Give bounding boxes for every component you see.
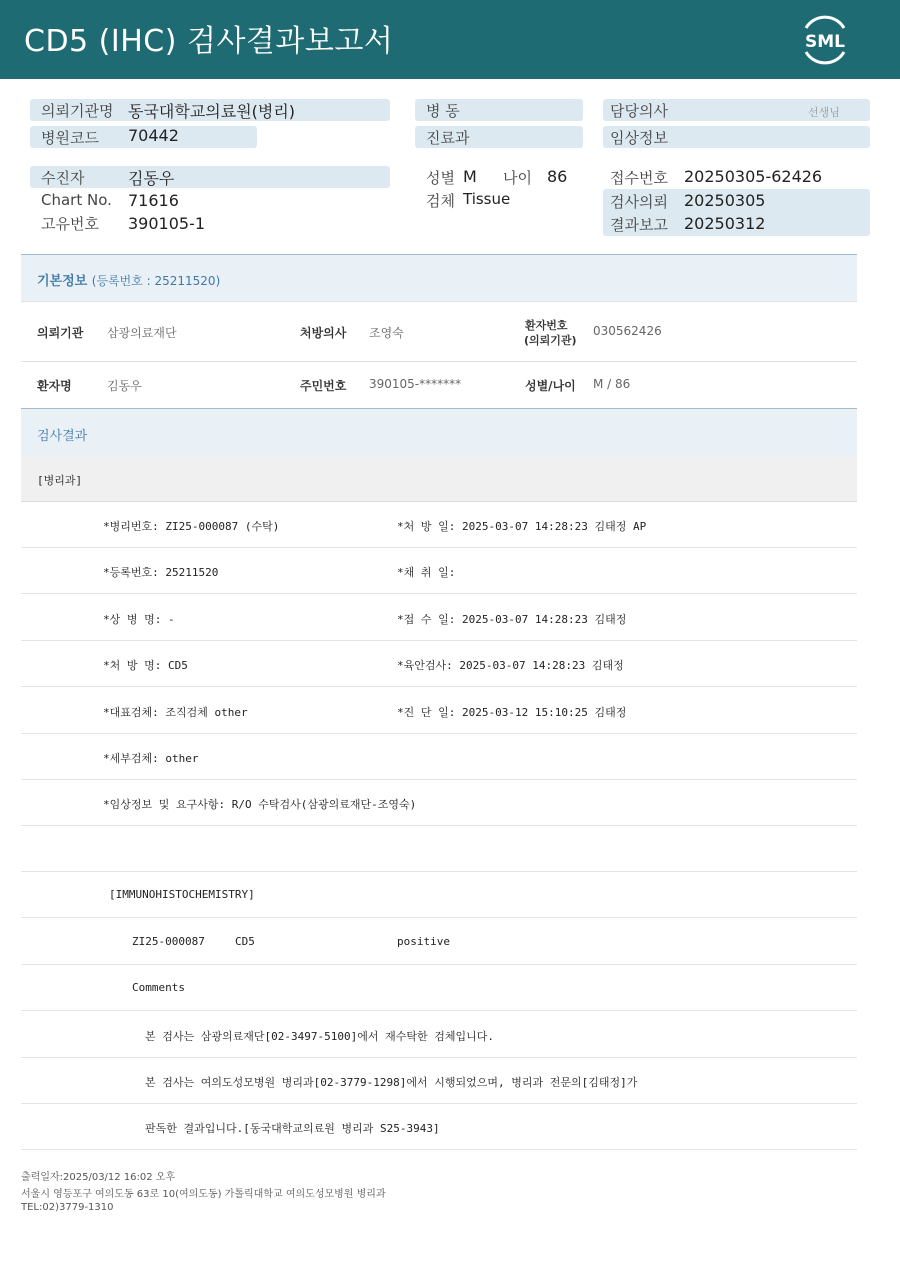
result-right: *육안검사: 2025-03-07 14:28:23 김태정	[397, 659, 624, 672]
ihc-id: ZI25-000087	[132, 935, 205, 948]
result-left: *세부검체: other	[103, 752, 199, 765]
result-row	[21, 780, 857, 826]
institution-label: 의뢰기관명	[41, 102, 114, 120]
basic-info-title: 기본정보 (등록번호 : 25211520)	[37, 274, 221, 289]
receipt-label: 접수번호	[610, 169, 668, 187]
ihc-header: [IMMUNOHISTOCHEMISTRY]	[109, 888, 255, 901]
result-right: *채 취 일:	[397, 566, 456, 579]
results-header	[21, 408, 857, 456]
patient-label: 수진자	[41, 169, 85, 187]
result-row	[21, 502, 857, 548]
result-left: *병리번호: ZI25-000087 (수탁)	[103, 520, 280, 533]
patient-name-value: 김동우	[107, 379, 142, 393]
ihc-result: positive	[397, 935, 450, 948]
report-label: 결과보고	[610, 216, 668, 234]
department-name: [병리과]	[37, 474, 83, 487]
basic-info-header	[21, 254, 857, 302]
chart-value: 71616	[128, 191, 179, 210]
clinical-label: 임상정보	[610, 129, 668, 147]
report-title: CD5 (IHC) 검사결과보고서	[24, 24, 394, 59]
basic-info-row	[21, 302, 857, 362]
doctor-label: 담당의사	[610, 102, 668, 120]
comment-row	[21, 1058, 857, 1104]
patient-number-label: 환자번호	[525, 319, 568, 332]
patient-name-label: 환자명	[37, 379, 72, 393]
report-header	[0, 0, 900, 79]
sex-value: M	[463, 167, 477, 186]
patient-value: 김동우	[128, 169, 175, 188]
result-left: *상 병 명: -	[103, 613, 175, 626]
ihc-result-row	[21, 919, 857, 965]
ward-label: 병 동	[426, 102, 460, 120]
resident-number-value: 390105-*******	[369, 377, 462, 391]
request-label: 검사의뢰	[610, 193, 668, 211]
chart-label: Chart No.	[41, 191, 112, 209]
blank-row	[21, 826, 857, 872]
specimen-value: Tissue	[463, 190, 511, 208]
comment-row	[21, 1104, 857, 1150]
resident-number-label: 주민번호	[300, 379, 347, 393]
results-title: 검사결과	[37, 429, 88, 444]
department-label: 진료과	[426, 129, 470, 147]
result-right: *진 단 일: 2025-03-12 15:10:25 김태정	[397, 706, 627, 719]
department-row	[21, 456, 857, 502]
comment-text: 판독한 결과입니다.[동국대학교의료원 병리과 S25-3943]	[145, 1122, 440, 1135]
registration-note: (등록번호 : 25211520)	[91, 274, 221, 288]
unique-label: 고유번호	[41, 215, 99, 233]
report-value: 20250312	[684, 214, 766, 233]
unique-value: 390105-1	[128, 214, 206, 233]
hospital-code-label: 병원코드	[41, 129, 99, 147]
patient-number-value: 030562426	[593, 324, 662, 338]
comment-row	[21, 1012, 857, 1058]
sml-logo	[798, 14, 852, 66]
prescriber-value: 조영숙	[369, 326, 404, 340]
footer-tel: TEL:02)3779-1310	[21, 1202, 114, 1213]
result-row	[21, 641, 857, 687]
age-label: 나이	[503, 169, 532, 187]
comment-text: 본 검사는 삼광의료재단[02-3497-5100]에서 재수탁한 검체입니다.	[145, 1030, 494, 1043]
footer-address: 서울시 영등포구 여의도동 63로 10(여의도동) 가톨릭대학교 여의도성모병원 병리과	[21, 1189, 386, 1200]
ihc-marker: CD5	[235, 935, 255, 948]
receipt-value: 20250305-62426	[684, 167, 823, 186]
result-left: *대표검체: 조직검체 other	[103, 706, 248, 719]
sex-label: 성별	[426, 169, 455, 187]
result-row	[21, 595, 857, 641]
result-right: *접 수 일: 2025-03-07 14:28:23 김태정	[397, 613, 627, 626]
result-row	[21, 688, 857, 734]
result-row	[21, 734, 857, 780]
age-value: 86	[547, 167, 568, 186]
result-right: *처 방 일: 2025-03-07 14:28:23 김태정 AP	[397, 520, 647, 533]
comment-text: 본 검사는 여의도성모병원 병리과[02-3779-1298]에서 시행되었으며, 병리과 전문의[김태정]가	[145, 1076, 638, 1089]
doctor-suffix: 선생님	[808, 106, 840, 119]
institution-value: 동국대학교의료원(병리)	[128, 102, 296, 121]
result-left: *임상정보 및 요구사항: R/O 수탁검사(삼광의료재단-조영숙)	[103, 798, 417, 811]
patient-number-label-sub: (의뢰기관)	[524, 334, 577, 347]
specimen-label: 검체	[426, 192, 455, 210]
hospital-code-value: 70442	[128, 126, 179, 145]
ihc-header-row	[21, 872, 857, 918]
request-value: 20250305	[684, 191, 766, 210]
result-row	[21, 548, 857, 594]
prescriber-label: 처방의사	[300, 326, 347, 340]
print-date: 출력일자:2025/03/12 16:02 오후	[21, 1172, 176, 1183]
requesting-org-label: 의뢰기관	[37, 326, 84, 340]
sex-age-value: M / 86	[593, 377, 631, 391]
comments-label: Comments	[132, 981, 185, 994]
comments-label-row	[21, 965, 857, 1011]
result-left: *처 방 명: CD5	[103, 659, 188, 672]
sex-age-label: 성별/나이	[525, 379, 576, 393]
basic-info-row	[21, 362, 857, 408]
result-left: *등록번호: 25211520	[103, 566, 219, 579]
svg-text:SML: SML	[805, 32, 845, 52]
requesting-org-value: 삼광의료재단	[107, 326, 177, 340]
